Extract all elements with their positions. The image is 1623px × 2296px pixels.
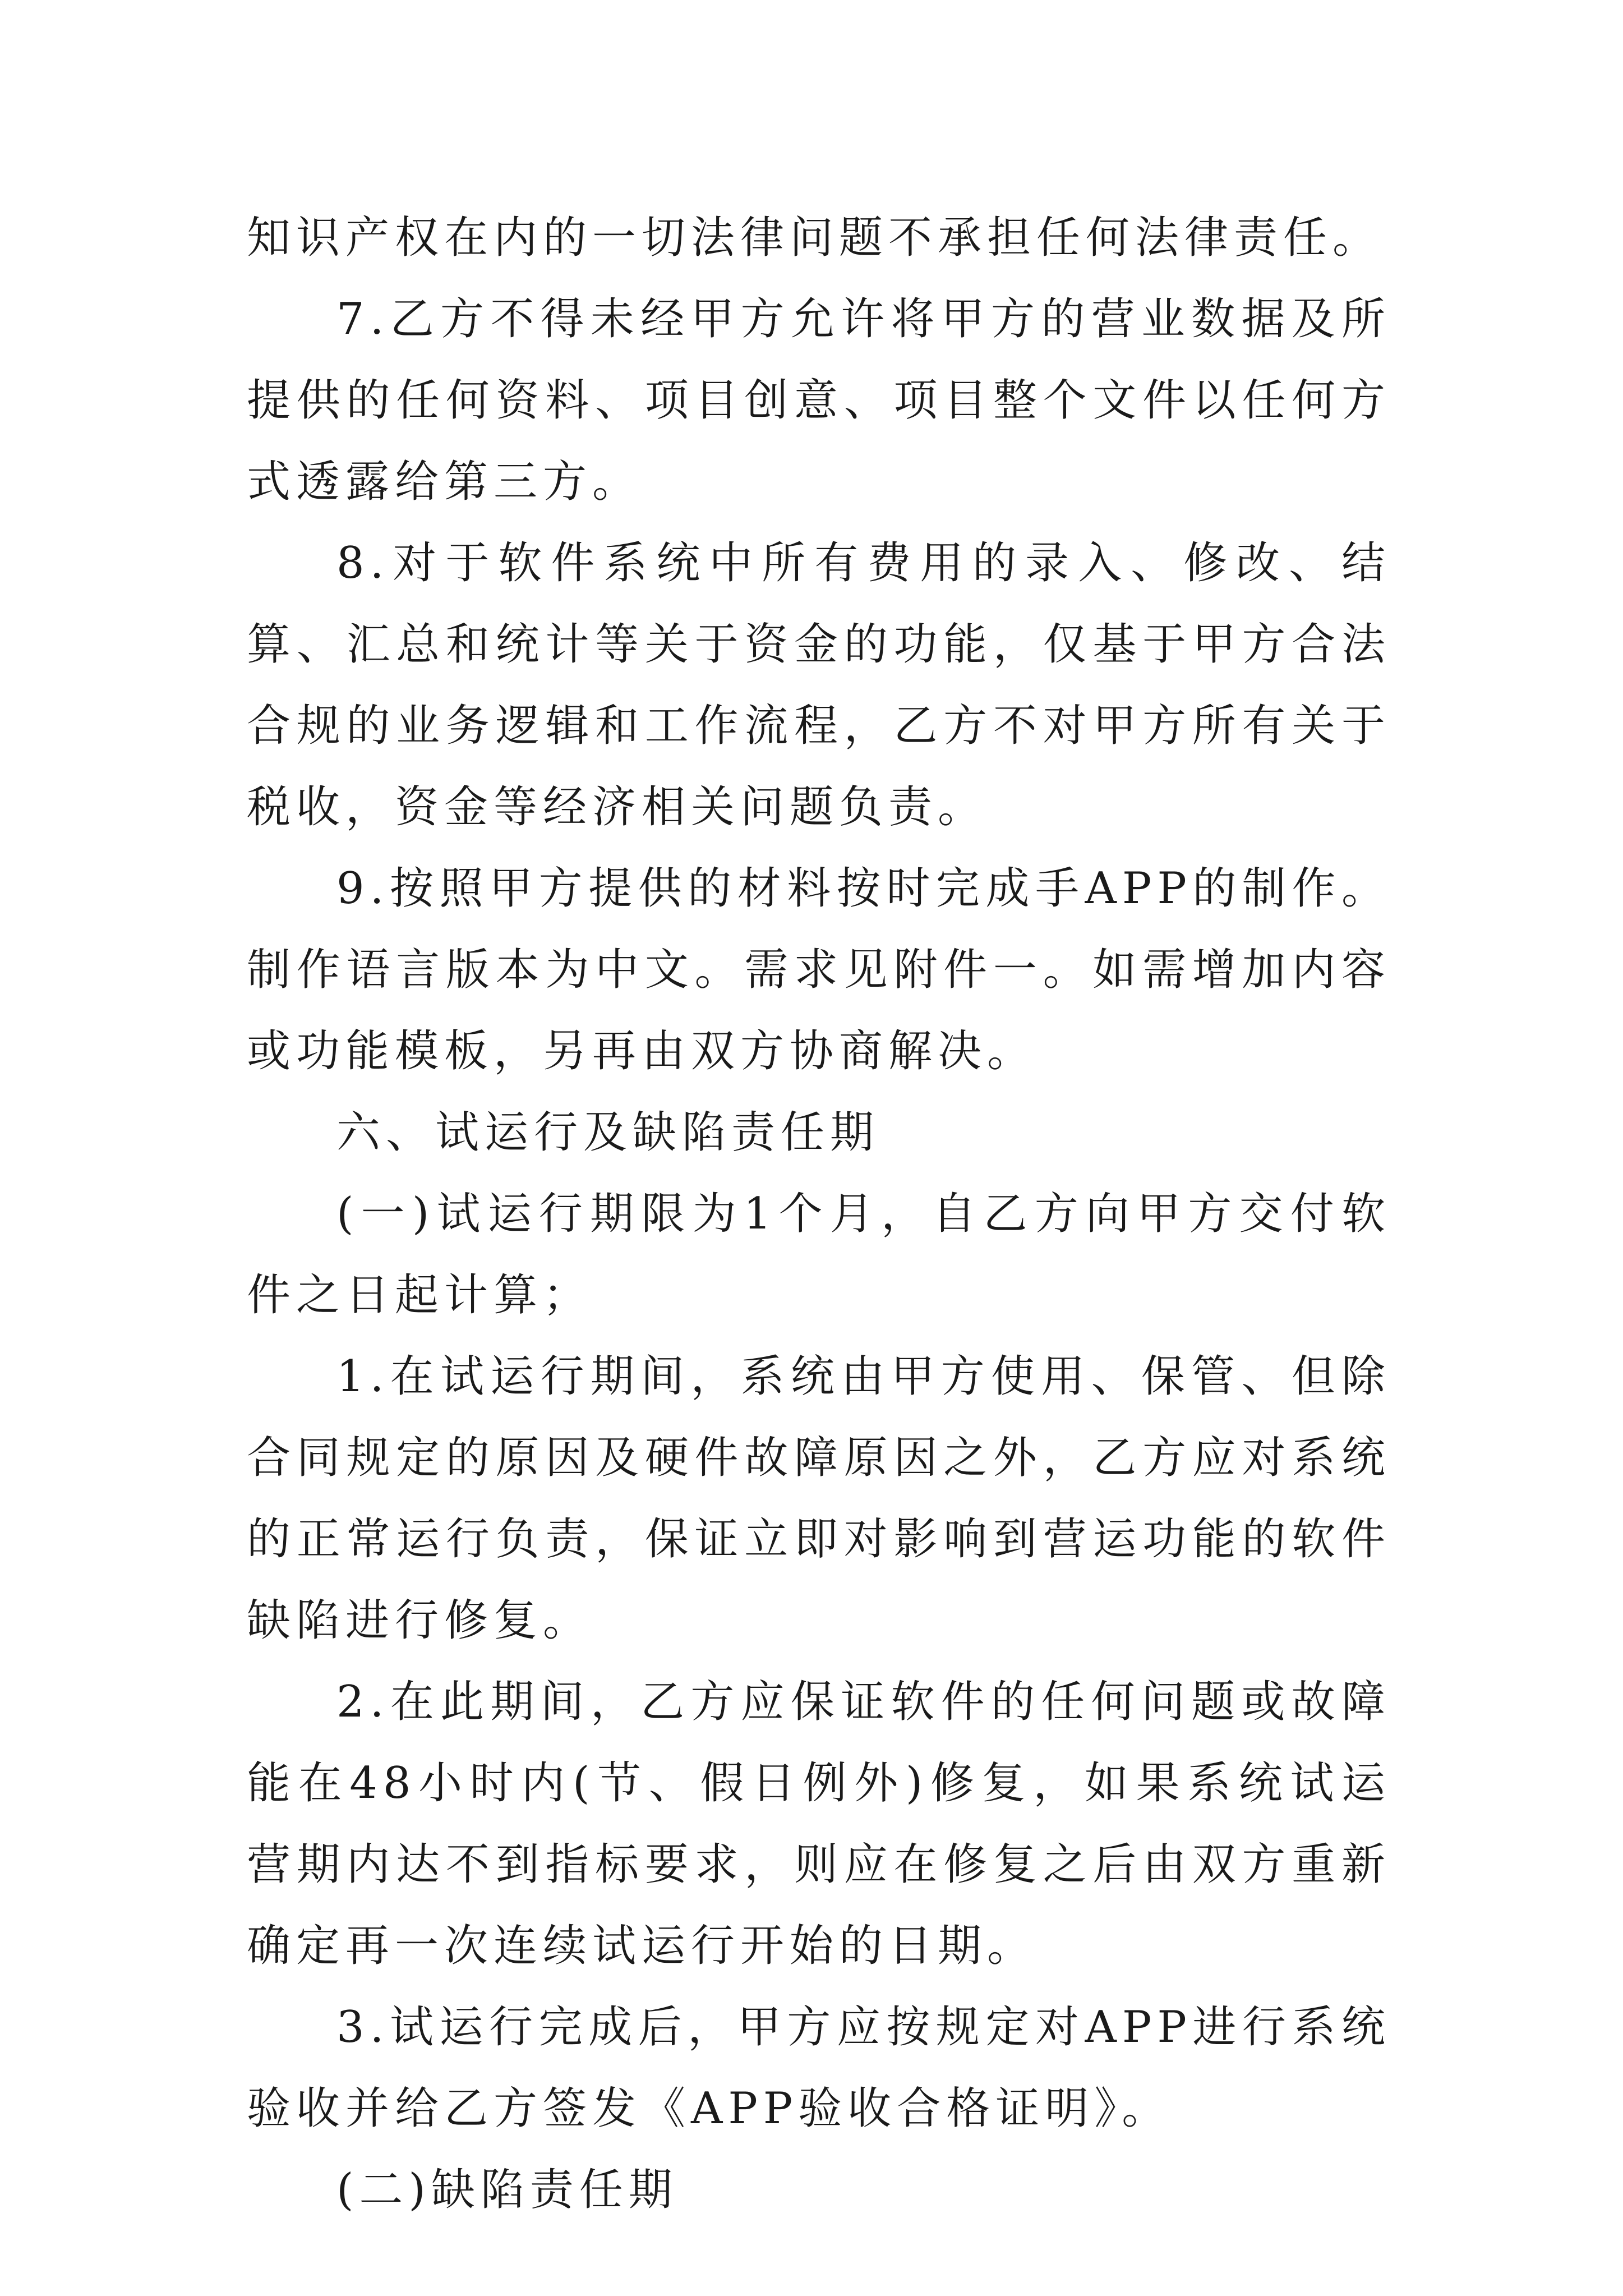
subsection-trial-period: (一)试运行期限为1个月，自乙方向甲方交付软件之日起计算； xyxy=(247,1189,1391,1320)
paragraph-trial-item-3: 3.试运行完成后，甲方应按规定对APP进行系统验收并给乙方签发《APP验收合格证明》。 xyxy=(247,2002,1391,2134)
paragraph-clause-7: 7.乙方不得未经甲方允许将甲方的营业数据及所提供的任何资料、项目创意、项目整个文件以任何方式透露给第三方。 xyxy=(247,294,1391,507)
paragraph-clause-9: 9.按照甲方提供的材料按时完成手APP的制作。制作语言版本为中文。需求见附件一。如需增加内容或功能模板，另再由双方协商解决。 xyxy=(247,863,1391,1076)
paragraph-ip-liability: 知识产权在内的一切法律问题不承担任何法律责任。 xyxy=(247,213,1382,263)
paragraph-trial-item-1: 1.在试运行期间，系统由甲方使用、保管、但除合同规定的原因及硬件故障原因之外，乙方应对系统的正常运行负责，保证立即对影响到营运功能的软件缺陷进行修复。 xyxy=(247,1351,1391,1646)
paragraph-clause-8: 8.对于软件系统中所有费用的录入、修改、结算、汇总和统计等关于资金的功能，仅基于甲方合法合规的业务逻辑和工作流程，乙方不对甲方所有关于税收，资金等经济相关问题负责。 xyxy=(247,538,1391,832)
section-heading-trial-run: 六、试运行及缺陷责任期 xyxy=(336,1107,880,1158)
document-body xyxy=(247,197,1391,2231)
subsection-defect-liability: (二)缺陷责任期 xyxy=(336,2165,678,2215)
paragraph-trial-item-2: 2.在此期间，乙方应保证软件的任何问题或故障能在48小时内(节、假日例外)修复，如果系统试运营期内达不到指标要求，则应在修复之后由双方重新确定再一次连续试运行开始的日期。 xyxy=(247,1677,1391,1971)
